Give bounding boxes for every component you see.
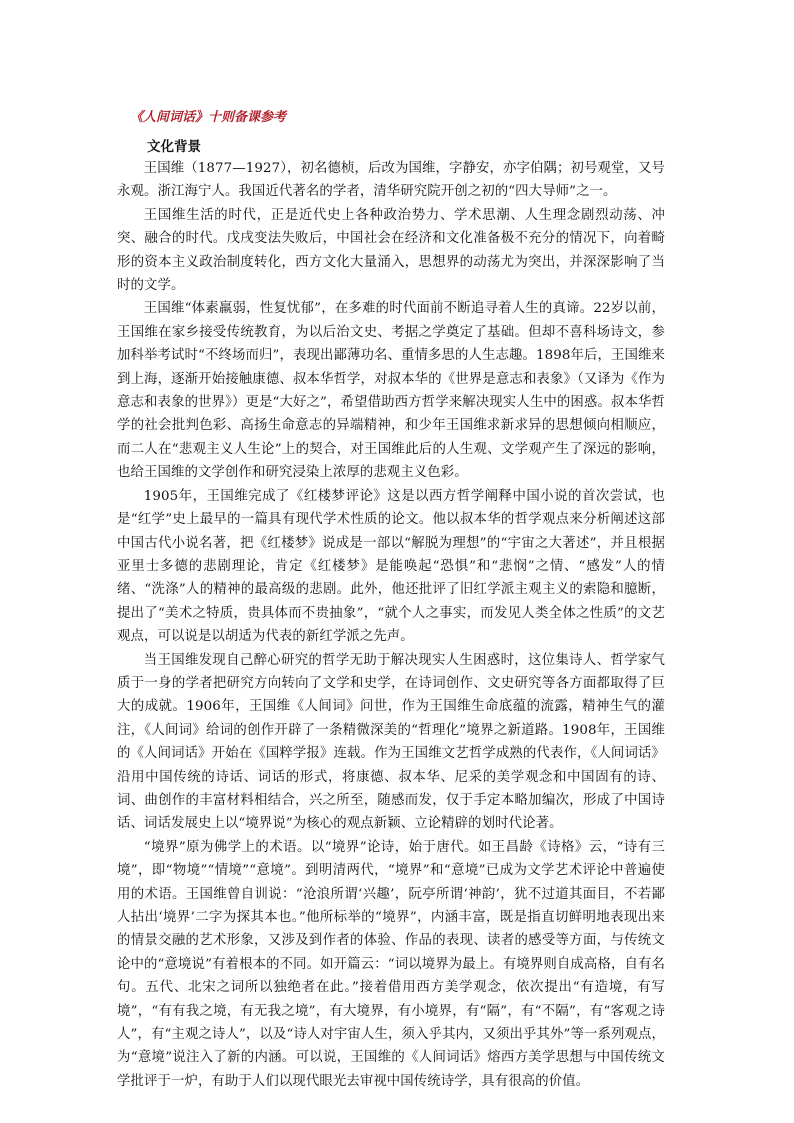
paragraph-5: 当王国维发现自己醉心研究的哲学无助于解决现实人生困惑时，这位集诗人、哲学家气质于一身的学者把研究方向转向了文学和史学，在诗词创作、文史研究等各方面都取得了巨大的成就。1906年，王国维《人间词》问世，作为王国维生命底蕴的流露，精神生气的灌注，《人间词》给词的创作开辟了一条精微深美的“哲理化”境界之新道路。1908年，王国维的《人间词话》开始在《国粹学报》连载。作为王国维文艺哲学成熟的代表作，《人间词话》沿用中国传统的诗话、词话的形式，将康德、叔本华、尼采的美学观念和中国固有的诗、词、曲创作的丰富材料相结合，兴之所至，随感而发，仅于手定本略加编次，形成了中国诗话、词话发展史上以“境界说”为核心的观点新颖、立论精辟的划时代论著。 <box>117 652 665 832</box>
paragraph-4: 1905年，王国维完成了《红楼梦评论》这是以西方哲学阐释中国小说的首次尝试，也是“红学”史上最早的一篇具有现代学术性质的论文。他以叔本华的哲学观点来分析阐述这部中国古代小说名著，把《红楼梦》说成是一部以“解脱为理想”的“宇宙之大著述”，并且根据亚里士多德的悲剧理论，肯定《红楼梦》是能唤起“恐惧”和“悲悯”之情、“感发”人的情绪、“洗涤”人的精神的最高级的悲剧。此外，他还批评了旧红学派主观主义的索隐和臆断，提出了“美术之特质，贵具体而不贵抽象”，“就个人之事实，而发见人类全体之性质”的文艺观点，可以说是以胡适为代表的新红学派之先声。 <box>117 488 665 645</box>
document-title: 《人间词话》十则备课参考 <box>130 110 287 125</box>
section-heading: 文化背景 <box>147 139 201 155</box>
paragraph-2: 王国维生活的时代，正是近代史上各种政治势力、学术思潮、人生理念剧烈动荡、冲突、融合的时代。戊戌变法失败后，中国社会在经济和文化准备极不充分的情况下，向着畸形的资本主义政治制度转化，西方文化大量涌入，思想界的动荡尤为突出，并深深影响了当时的文学。 <box>117 207 665 294</box>
paragraph-3: 王国维“体素羸弱，性复忧郁”，在多难的时代面前不断追寻着人生的真谛。22岁以前，王国维在家乡接受传统教育，为以后治文史、考据之学奠定了基础。但却不喜科场诗文，参加科举考试时“不终场而归”，表现出鄙薄功名、重情多思的人生志趣。1898年后，王国维来到上海，逐渐开始接触康德、叔本华哲学，对叔本华的《世界是意志和表象》（又译为《作为意志和表象的世界》）更是“大好之”，希望借助西方哲学来解决现实人生中的困惑。叔本华哲学的社会批判色彩、高扬生命意志的异端精神，和少年王国维求新求异的思想倾向相顺应，而二人在“悲观主义人生论”上的契合，对王国维此后的人生观、文学观产生了深远的影响，也给王国维的文学创作和研究浸染上浓厚的悲观主义色彩。 <box>117 301 665 481</box>
paragraph-1: 王国维（1877—1927），初名德桢，后改为国维，字静安，亦字伯隅；初号观堂，又号永观。浙江海宁人。我国近代著名的学者，清华研究院开创之初的“四大导师”之一。 <box>117 161 665 200</box>
document-body <box>117 109 665 1093</box>
paragraph-6: “境界”原为佛学上的术语。以“境界”论诗，始于唐代。如王昌龄《诗格》云，“诗有三境”，即“物境”“情境”“意境”。到明清两代，“境界”和“意境”已成为文学艺术评论中普遍使用的术语。王国维曾自训说：“沧浪所谓‘兴趣’，阮亭所谓‘神韵’，犹不过道其面目，不若鄙人拈出‘境界’二字为探其本也。”他所标举的“境界”，内涵丰富，既是指直切鲜明地表现出来的情景交融的艺术形象，又涉及到作者的体验、作品的表现、读者的感受等方面，与传统文论中的“意境说”有着根本的不同。如开篇云：“词以境界为最上。有境界则自成高格，自有名句。五代、北宋之词所以独绝者在此。”接着借用西方美学观念，依次提出“有造境，有写境”，“有有我之境，有无我之境”，有大境界，有小境界，有“隔”，有“不隔”，有“客观之诗人”，有“主观之诗人”，以及“诗人对宇宙人生，须入乎其内，又须出乎其外”等一系列观点，为“意境”说注入了新的内涵。可以说，王国维的《人间词话》熔西方美学思想与中国传统文学批评于一炉，有助于人们以现代眼光去审视中国传统诗学，具有很高的价值。 <box>117 839 665 1089</box>
